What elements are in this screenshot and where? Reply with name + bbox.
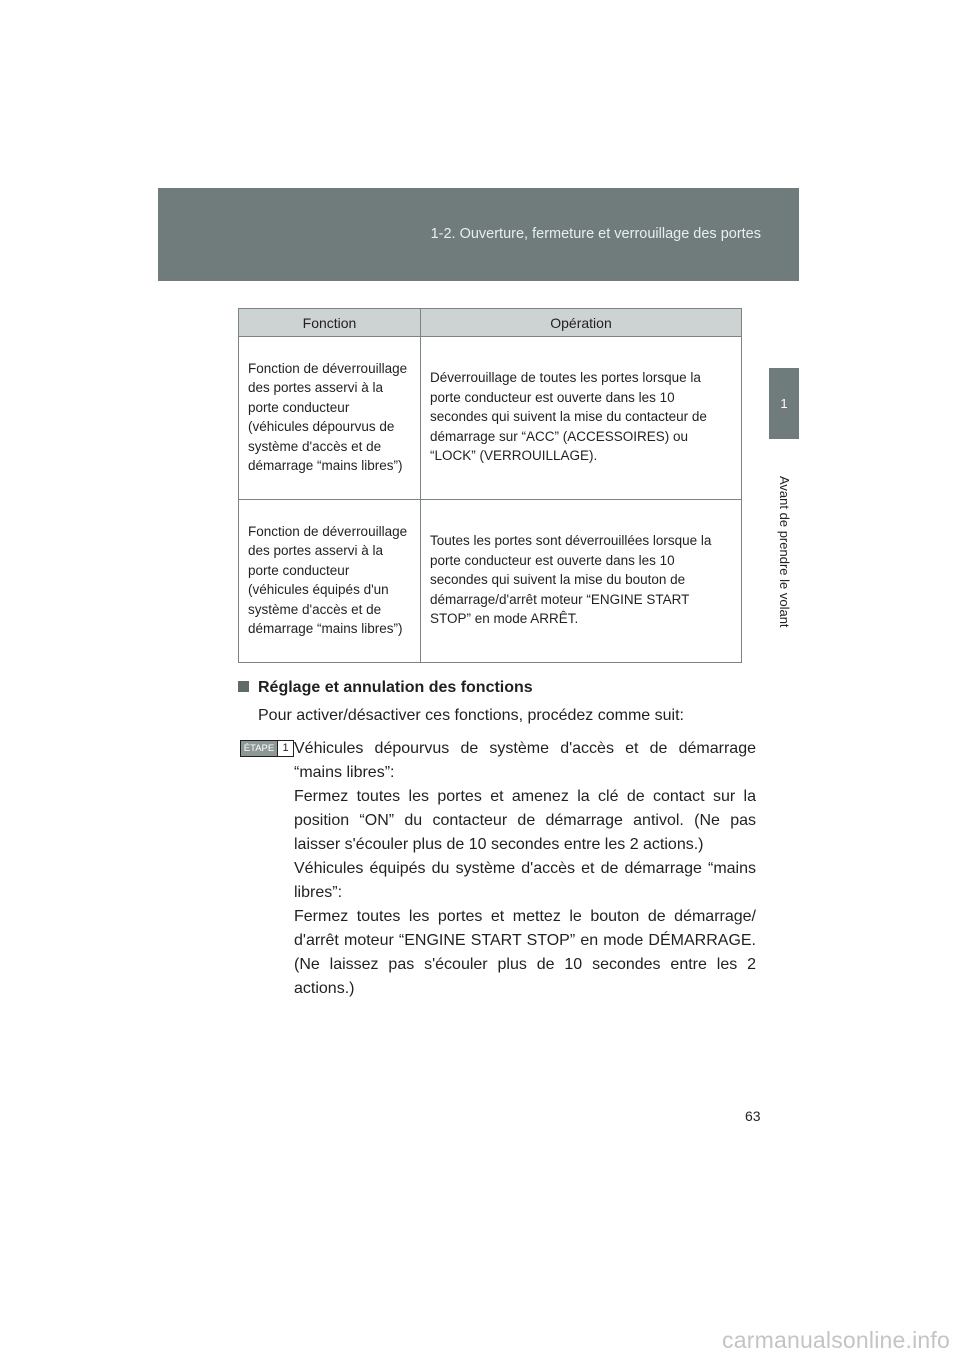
step-paragraph: Fermez toutes les portes et mettez le bouton de démarrage/ d'arrêt moteur “ENGINE START STOP” en mode DÉMARRAGE. (Ne laissez pas s'écouler plus de 10 secondes entre les 2 actions.) [294, 908, 756, 997]
chapter-label: Avant de prendre le volant [777, 476, 792, 628]
table-row [239, 337, 742, 500]
step-number: 1 [277, 741, 293, 756]
section-title: 1-2. Ouverture, fermeture et verrouillage des portes [430, 226, 761, 242]
step-paragraph: Véhicules dépourvus de système d'accès et de démarrage “mains libres”: [294, 740, 756, 781]
table-cell-fonction: Fonction de déverrouillage des portes asservi à la porte conducteur (véhicules équipés d'un système d'accès et de démarrage “mains libres”) [239, 500, 421, 663]
chapter-tab [769, 368, 799, 439]
intro-text: Pour activer/désactiver ces fonctions, procédez comme suit: [258, 707, 684, 724]
column-header-fonction: Fonction [239, 309, 421, 337]
table-cell-fonction: Fonction de déverrouillage des portes asservi à la porte conducteur (véhicules dépourvus de système d'accès et de démarrage “mains libres”) [239, 337, 421, 500]
step-label: ÉTAPE [241, 741, 277, 756]
header-band [158, 188, 799, 281]
table-row [239, 500, 742, 663]
step-body [294, 737, 756, 1001]
page-number: 63 [745, 1108, 761, 1124]
step-paragraph: Véhicules équipés du système d'accès et de démarrage “mains libres”: [294, 860, 756, 901]
table-header-row [239, 309, 742, 337]
chapter-number: 1 [780, 396, 788, 411]
function-table [238, 308, 742, 663]
square-bullet-icon [238, 681, 249, 692]
section-heading-text: Réglage et annulation des fonctions [258, 679, 533, 696]
table-cell-operation: Déverrouillage de toutes les portes lorsque la porte conducteur est ouverte dans les 10 secondes qui suivent la mise du contacteur de démarrage sur “ACC” (ACCESSOIRES) ou “LOCK” (VERROUILLAGE). [421, 337, 742, 500]
column-header-operation: Opération [421, 309, 742, 337]
table-cell-operation: Toutes les portes sont déverrouillées lorsque la porte conducteur est ouverte dans les 10 secondes qui suivent la mise du bouton de démarrage/d'arrêt moteur “ENGINE START STOP” en mode ARRÊT. [421, 500, 742, 663]
watermark-link[interactable]: carmanualsonline.info [722, 1327, 950, 1353]
step-badge [240, 740, 294, 757]
section-heading [238, 679, 533, 697]
step-paragraph: Fermez toutes les portes et amenez la clé de contact sur la position “ON” du contacteur de démarrage antivol. (Ne pas laisser s'écouler plus de 10 secondes entre les 2 actions.) [294, 788, 756, 853]
